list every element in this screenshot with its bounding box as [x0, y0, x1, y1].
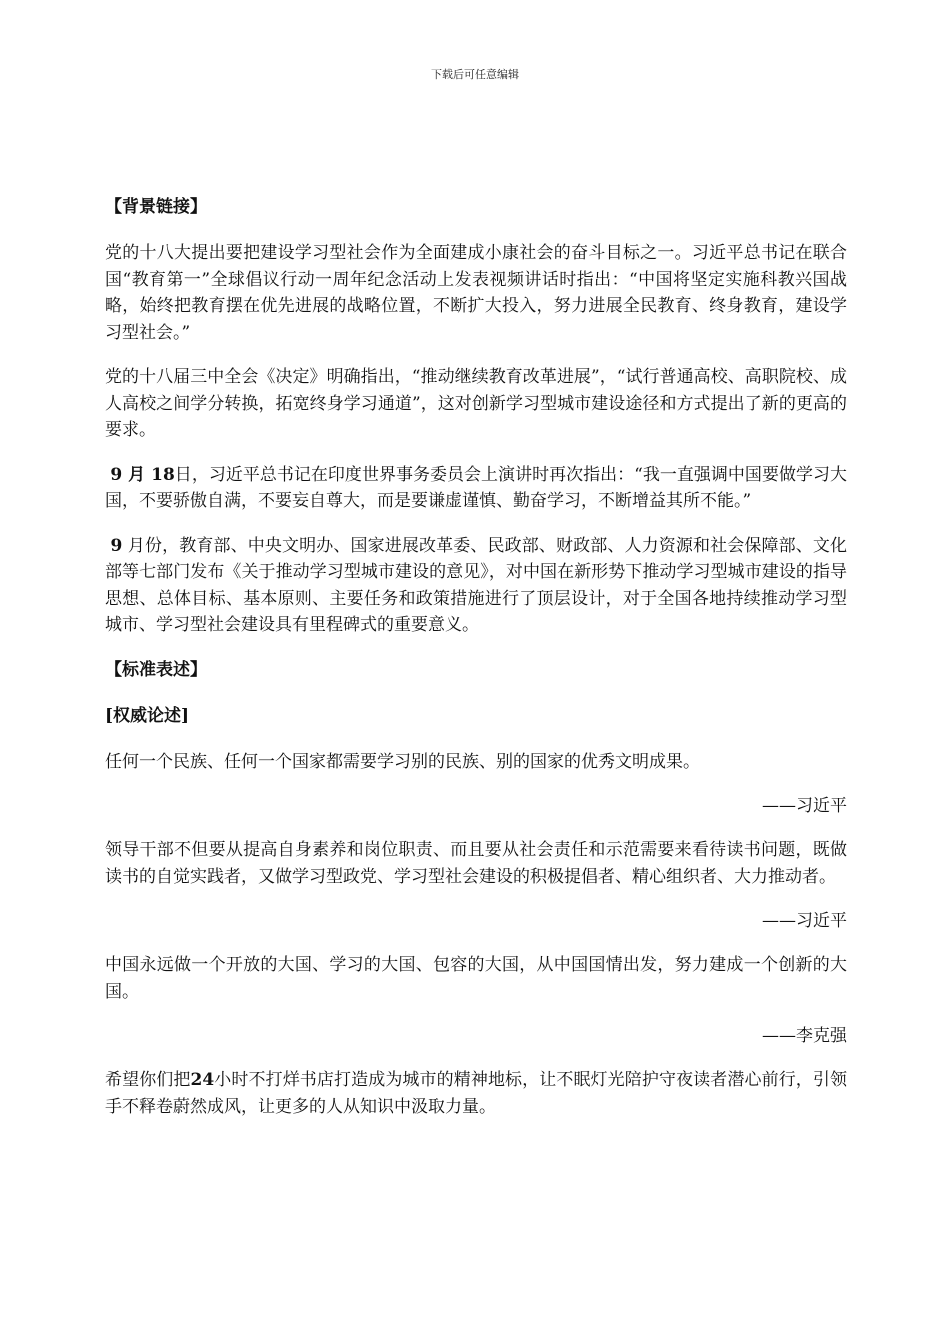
quote-3-attribution: ——李克强 — [762, 1026, 847, 1046]
date-number: 9 月 18 — [110, 464, 175, 485]
hours-number: 24 — [190, 1070, 215, 1090]
paragraph-text: 希望你们把 — [105, 1070, 191, 1090]
header-note: 下载后可任意编辑 — [431, 68, 519, 81]
standard-heading: 【标准表述】 — [105, 659, 207, 680]
quote-2-attribution: ——习近平 — [762, 911, 847, 931]
quote-4 — [105, 1067, 847, 1120]
background-paragraph-2: 党的十八届三中全会《决定》明确指出，“推动继续教育改革进展”，“试行普通高校、高职院校、成人高校之间学分转换，拓宽终身学习通道”，这对创新学习型城市建设途径和方式提出了新的更高的要求。 — [105, 367, 847, 440]
quote-1-attribution: ——习近平 — [762, 796, 847, 816]
authority-heading: [权威论述] — [105, 705, 190, 726]
quote-2: 领导干部不但要从提高自身素养和岗位职责、而且要从社会责任和示范需要来看待读书问题，既做读书的自觉实践者，又做学习型政党、学习型社会建设的积极提倡者、精心组织者、大力推动者。 — [105, 840, 847, 887]
paragraph-text: 日，习近平总书记在印度世界事务委员会上演讲时再次指出：“我一直强调中国要做学习大国，不要骄傲自满，不要妄自尊大，而是要谦虚谨慎、勤奋学习，不断增益其所不能。” — [105, 464, 847, 511]
document-body — [105, 194, 847, 1138]
paragraph-text: 月份，教育部、中央文明办、国家进展改革委、民政部、财政部、人力资源和社会保障部、文化部等七部门发布《关于推动学习型城市建设的意见》，对中国在新形势下推动学习型城市建设的指导思想、总体目标、基本原则、主要任务和政策措施进行了顶层设计，对于全国各地持续推动学习型城市、学习型社会建设具有里程碑式的重要意义。 — [105, 535, 847, 635]
background-paragraph-1: 党的十八大提出要把建设学习型社会作为全面建成小康社会的奋斗目标之一。习近平总书记在联合国“教育第一”全球倡议行动一周年纪念活动上发表视频讲话时指出：“中国将坚定实施科教兴国战略，始终把教育摆在优先进展的战略位置，不断扩大投入，努力进展全民教育、终身教育，建设学习型社会。” — [105, 243, 847, 343]
quote-1: 任何一个民族、任何一个国家都需要学习别的民族、别的国家的优秀文明成果。 — [105, 751, 700, 772]
background-paragraph-4 — [105, 533, 847, 639]
month-number: 9 — [110, 535, 123, 556]
paragraph-text: 小时不打烊书店打造成为城市的精神地标，让不眠灯光陪护守夜读者潜心前行，引领手不释卷蔚然成风，让更多的人从知识中汲取力量。 — [105, 1070, 847, 1117]
background-paragraph-3 — [105, 462, 847, 515]
background-heading: 【背景链接】 — [105, 197, 207, 217]
quote-3: 中国永远做一个开放的大国、学习的大国、包容的大国，从中国国情出发，努力建成一个创新的大国。 — [105, 955, 847, 1002]
